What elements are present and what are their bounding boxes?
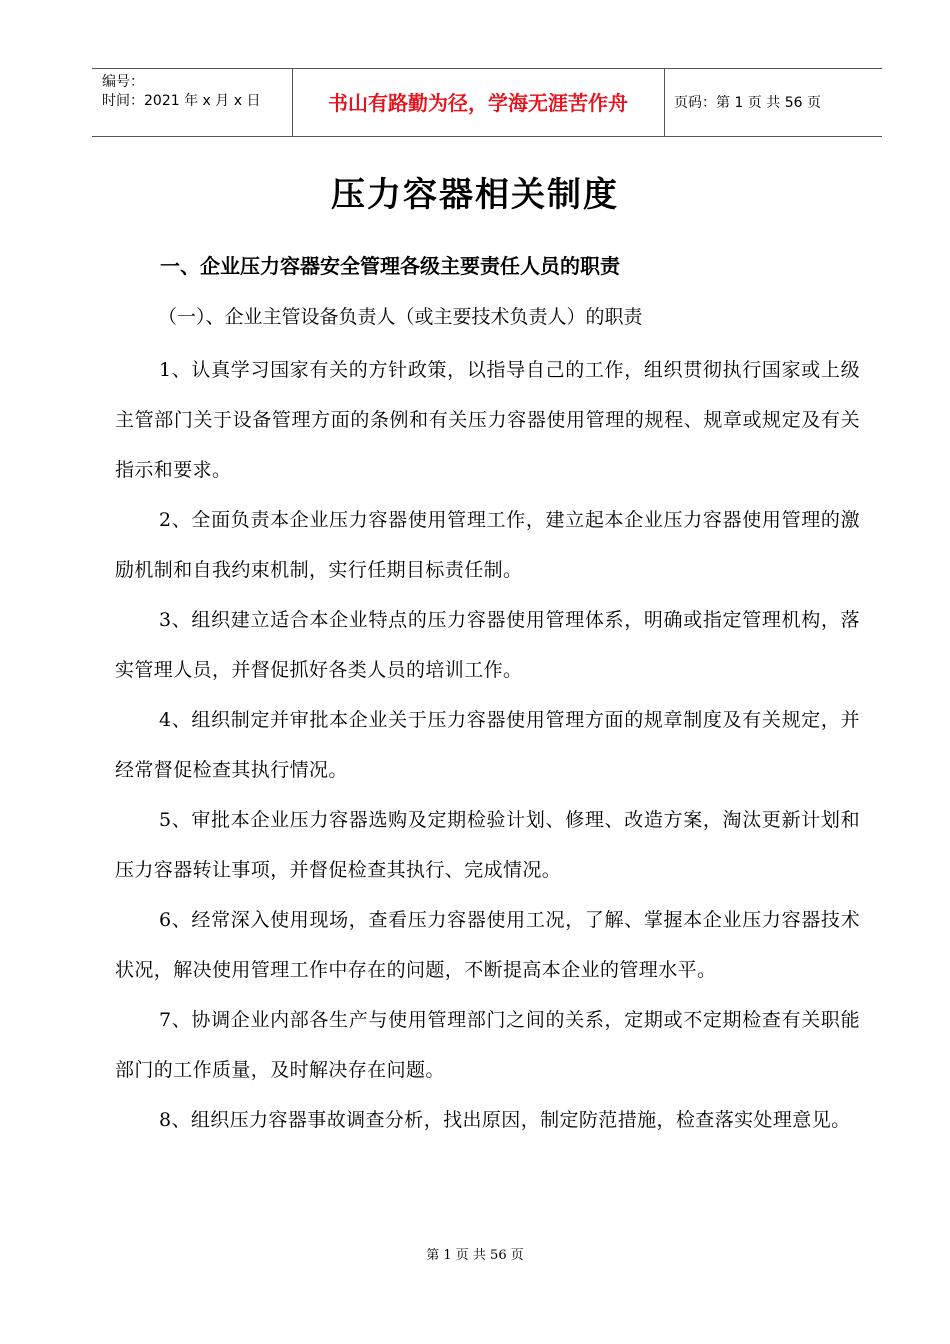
header-slogan: 书山有路勤为径，学海无涯苦作舟 — [328, 91, 628, 115]
section-heading: 一、企业压力容器安全管理各级主要责任人员的职责 — [160, 254, 620, 278]
duty-item-8: 8、组织压力容器事故调查分析，找出原因，制定防范措施，检查落实处理意见。 — [159, 1109, 851, 1131]
duty-list — [115, 345, 860, 1145]
serial-label: 编号： — [102, 74, 144, 90]
header-page-label: 页码：第 1 页 共 56 页 — [674, 95, 821, 111]
time-label: 时间：2021 年 x 月 x 日 — [102, 93, 261, 109]
header-slogan-cell — [292, 69, 665, 136]
page-header — [92, 68, 882, 137]
document-title: 压力容器相关制度 — [331, 175, 619, 215]
duty-item-2: 2、全面负责本企业压力容器使用管理工作，建立起本企业压力容器使用管理的激励机制和自我约束机制，实行任期目标责任制。 — [115, 509, 860, 581]
header-page-cell — [664, 69, 882, 136]
page-footer: 第 1 页 共 56 页 — [426, 1248, 524, 1263]
duty-item-4: 4、组织制定并审批本企业关于压力容器使用管理方面的规章制度及有关规定，并经常督促检查其执行情况。 — [115, 709, 860, 781]
duty-item-3: 3、组织建立适合本企业特点的压力容器使用管理体系，明确或指定管理机构，落实管理人员，并督促抓好各类人员的培训工作。 — [115, 609, 860, 681]
subsection-heading: （一）、企业主管设备负责人（或主要技术负责人）的职责 — [158, 306, 643, 328]
duty-item-6: 6、经常深入使用现场，查看压力容器使用工况，了解、掌握本企业压力容器技术状况，解决使用管理工作中存在的问题，不断提高本企业的管理水平。 — [115, 909, 860, 981]
header-meta-cell — [92, 69, 293, 136]
duty-item-5: 5、审批本企业压力容器选购及定期检验计划、修理、改造方案，淘汰更新计划和压力容器转让事项，并督促检查其执行、完成情况。 — [115, 809, 860, 881]
duty-item-1: 1、认真学习国家有关的方针政策，以指导自己的工作，组织贯彻执行国家或上级主管部门关于设备管理方面的条例和有关压力容器使用管理的规程、规章或规定及有关指示和要求。 — [115, 359, 860, 481]
duty-item-7: 7、协调企业内部各生产与使用管理部门之间的关系，定期或不定期检查有关职能部门的工作质量，及时解决存在问题。 — [115, 1009, 860, 1081]
